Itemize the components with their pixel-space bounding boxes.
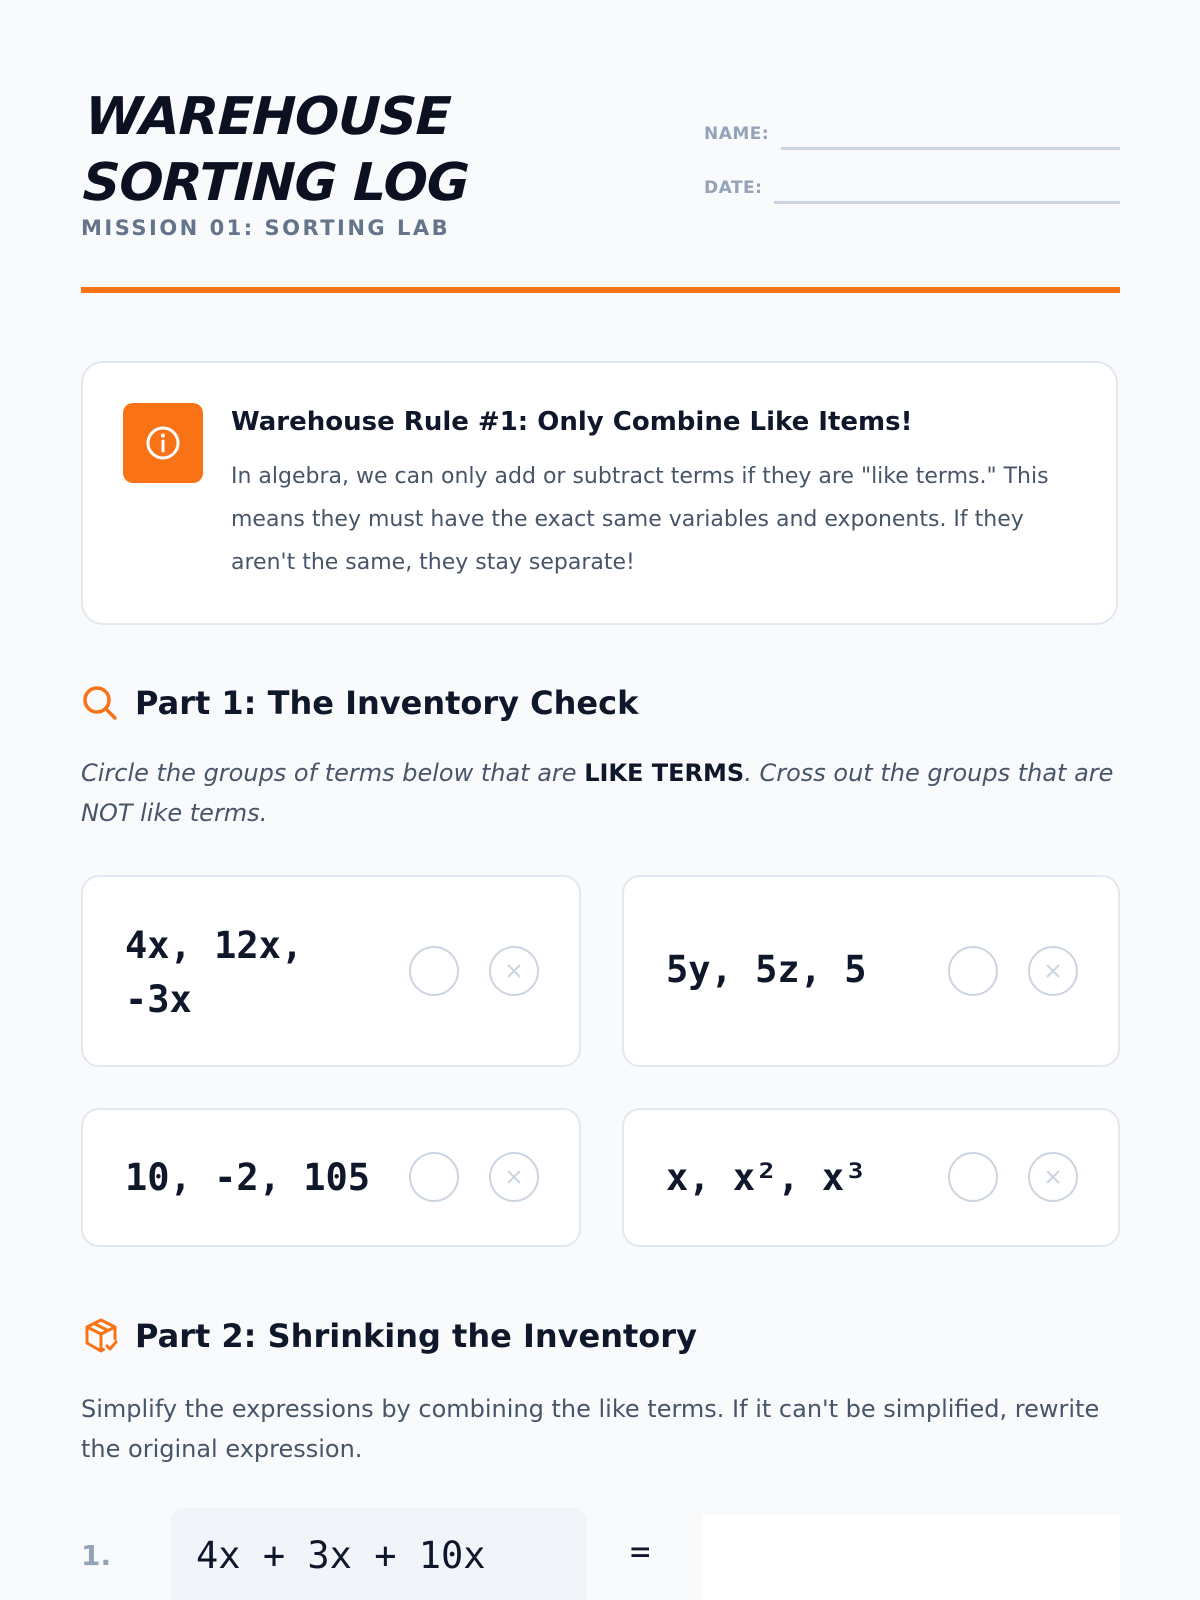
x-icon [502, 1165, 526, 1189]
part2-header [81, 1316, 697, 1356]
part1-instr-start: Circle the groups of terms below that are [81, 759, 585, 787]
expression: 4x + 3x + 10x [196, 1534, 486, 1577]
term-group-card [81, 875, 581, 1067]
term-group: 5y, 5z, 5 [666, 948, 867, 991]
circle-option[interactable] [409, 946, 459, 996]
mission-subtitle: MISSION 01: SORTING LAB [81, 216, 451, 240]
circle-option[interactable] [948, 1152, 998, 1202]
magnifier-icon [81, 683, 121, 723]
term-group: 4x, 12x, -3x [125, 924, 326, 1021]
cross-option[interactable] [489, 946, 539, 996]
expression-box [170, 1508, 587, 1600]
part1-instr-end: . Cross out the groups that are NOT like terms. [81, 759, 1114, 827]
date-label: DATE: [704, 178, 763, 198]
answer-field[interactable] [702, 1515, 1120, 1600]
part2-title: Part 2: Shrinking the Inventory [135, 1317, 697, 1355]
cross-option[interactable] [489, 1152, 539, 1202]
x-icon [1041, 1165, 1065, 1189]
worksheet-title [82, 84, 472, 216]
part1-title: Part 1: The Inventory Check [135, 684, 639, 722]
header-divider [81, 287, 1120, 293]
part1-instr-emphasis: LIKE TERMS [584, 759, 745, 787]
circle-option[interactable] [409, 1152, 459, 1202]
title-line-2: SORTING LOG [81, 153, 470, 213]
x-icon [502, 959, 526, 983]
term-group-card [81, 1108, 581, 1247]
cross-option[interactable] [1028, 946, 1078, 996]
equals-sign: = [630, 1532, 651, 1572]
title-line-1: WAREHOUSE [84, 87, 452, 147]
cross-option[interactable] [1028, 1152, 1078, 1202]
part2-instructions: Simplify the expressions by combining the like terms. If it can't be simplified, rewrite the original expression. [81, 1395, 1100, 1463]
info-icon [123, 403, 203, 483]
rule-callout [81, 361, 1118, 625]
part1-header [81, 683, 638, 723]
part1-instructions [81, 753, 1131, 833]
term-group-card [622, 875, 1120, 1067]
x-icon [1041, 959, 1065, 983]
rule-title: Warehouse Rule #1: Only Combine Like Items! [231, 407, 913, 437]
term-group: x, x², x³ [666, 1156, 867, 1199]
circle-option[interactable] [948, 946, 998, 996]
name-label: NAME: [704, 124, 770, 144]
rule-body: In algebra, we can only add or subtract terms if they are "like terms." This means they must have the exact same variables and exponents. If they aren't the same, they stay separate! [231, 464, 1049, 575]
term-group-card [622, 1108, 1120, 1247]
name-field[interactable] [781, 127, 1120, 150]
date-row [704, 178, 1120, 198]
term-group: 10, -2, 105 [125, 1156, 371, 1199]
name-row [704, 124, 1120, 144]
package-check-icon [81, 1316, 121, 1356]
problem-number: 1. [81, 1539, 112, 1572]
date-field[interactable] [774, 181, 1120, 204]
